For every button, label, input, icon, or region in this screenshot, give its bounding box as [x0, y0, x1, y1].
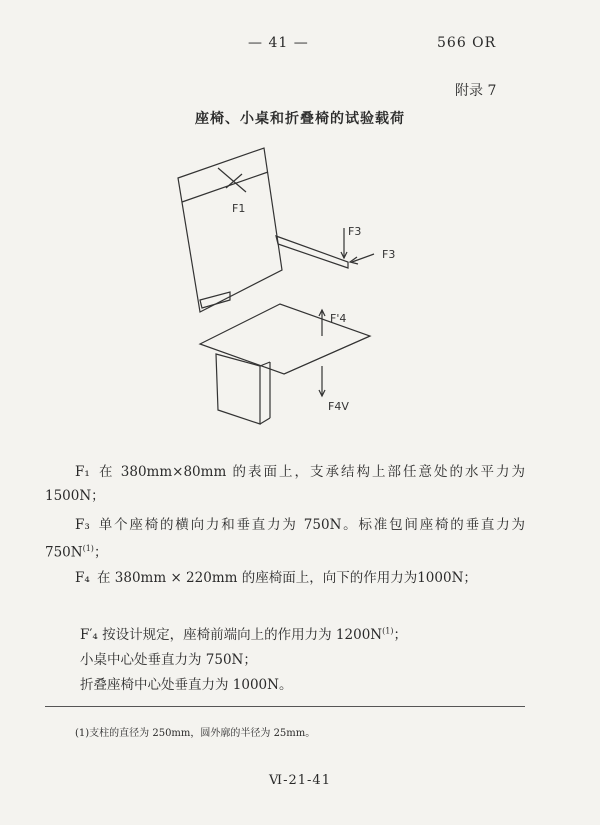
paragraph-f3: [45, 513, 525, 565]
f4-lead: F₄: [75, 570, 90, 586]
side-tab: [200, 292, 230, 308]
line-f4-prime: [80, 623, 407, 643]
f4-prime-footnote-ref: (1): [382, 626, 394, 636]
paragraph-f1: [45, 460, 525, 508]
page-number: — 41 —: [248, 35, 309, 51]
seat-front-edge: [284, 336, 370, 374]
footnote: (1)支柱的直径为 250mm，圆外廓的半径为 25mm。: [75, 728, 316, 739]
f3-text: 单个座椅的横向力和垂直力为 750N。标准包间座椅的垂直力为 750N: [45, 517, 525, 561]
document-id: 566 OR: [437, 35, 497, 51]
f1-lead: F₁: [75, 464, 90, 480]
f4-prime-end: ；: [393, 627, 407, 643]
label-f1: F1: [232, 202, 246, 215]
f3-end: ；: [93, 544, 108, 561]
front-panel-edge: [260, 362, 270, 366]
f1-text: 在 380mm×80mm 的表面上，支承结构上部任意处的水平力为 1500N；: [45, 464, 525, 504]
armrest: [276, 236, 348, 268]
seat-load-diagram: [160, 140, 440, 440]
f3-lead: F₃: [75, 517, 90, 533]
front-panel-bottom: [260, 418, 270, 424]
f4-text: 在 380mm × 220mm 的座椅面上，向下的作用力为1000N；: [97, 570, 477, 586]
line-folding-seat: 折叠座椅中心处垂直力为 1000N。: [80, 677, 293, 693]
footnote-divider: [45, 706, 525, 707]
label-f4v: F4V: [328, 400, 349, 413]
paragraph-f4: [45, 566, 525, 590]
page-footer: Ⅵ-21-41: [269, 773, 331, 788]
page-title: 座椅、小桌和折叠椅的试验载荷: [195, 111, 405, 127]
label-f3-top: F3: [348, 225, 362, 238]
f3-footnote-ref: (1): [82, 544, 94, 553]
seat-front-panel: [216, 354, 260, 424]
appendix-label: 附录 7: [455, 83, 497, 99]
backrest-top-band: [182, 172, 268, 202]
label-f3-side: F3: [382, 248, 396, 261]
f4-prime-text: F′₄ 按设计规定，座椅前端向上的作用力为 1200N: [80, 627, 383, 643]
line-table: 小桌中心处垂直力为 750N；: [80, 652, 257, 668]
label-f4-prime: F'4: [330, 312, 347, 325]
